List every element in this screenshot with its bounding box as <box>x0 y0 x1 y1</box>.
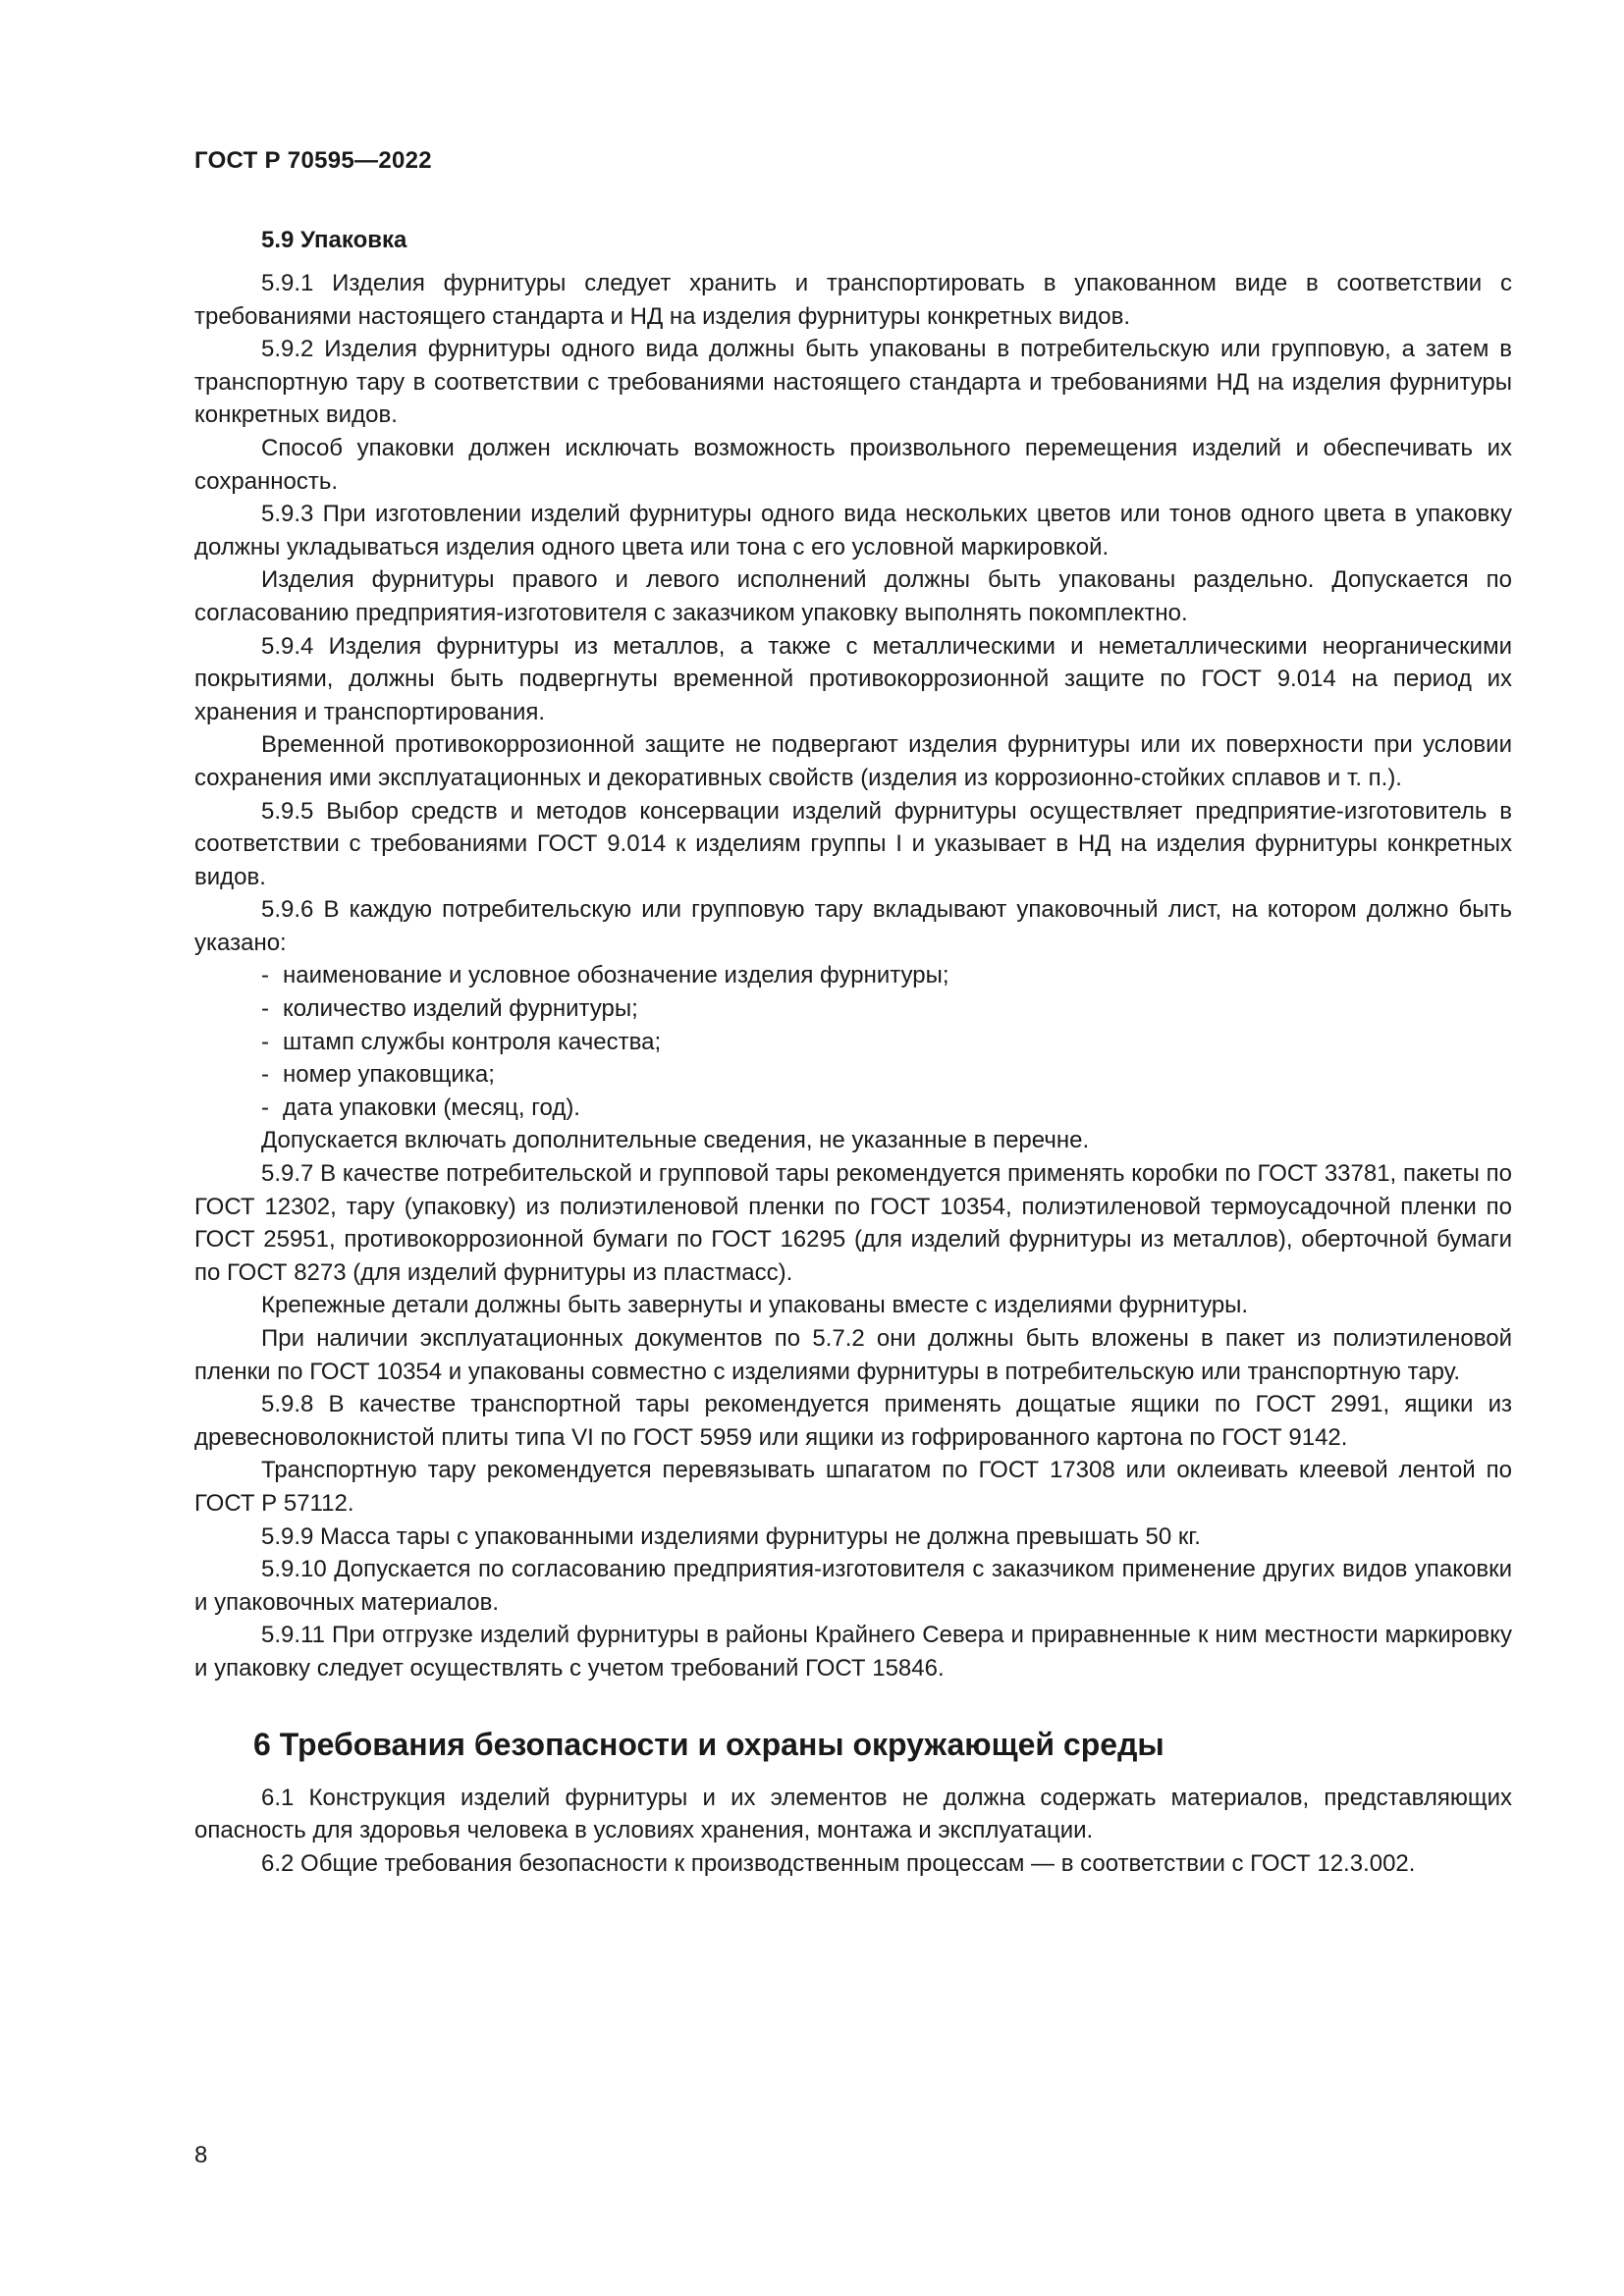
page-content <box>194 224 1512 1880</box>
paragraph: 6.2 Общие требования безопасности к производственным процессам — в соответствии с ГОСТ 12.3.002. <box>261 1849 1416 1877</box>
paragraph: 5.9.1 Изделия фурнитуры следует хранить и транспортировать в упакованном виде в соответствии с требованиями настоящего стандарта и НД на изделия фурнитуры конкретных видов. <box>194 270 1512 330</box>
paragraph: 5.9.11 При отгрузке изделий фурнитуры в районы Крайнего Севера и приравненные к ним местности маркировку и упаковку следует осуществлять с учетом требований ГОСТ 15846. <box>194 1622 1512 1682</box>
list-item-text: дата упаковки (месяц, год). <box>283 1094 580 1121</box>
list-item <box>194 959 1512 992</box>
paragraph: 5.9.3 При изготовлении изделий фурнитуры одного вида нескольких цветов или тонов одного цвета в упаковку должны укладываться изделия одного цвета или тона с его условной маркировкой. <box>194 501 1512 561</box>
page-number: 8 <box>194 2142 208 2168</box>
paragraph: 5.9.7 В качестве потребительской и групповой тары рекомендуется применять коробки по ГОСТ 33781, пакеты по ГОСТ 12302, тару (упаковку) из полиэтиленовой пленки по ГОСТ 10354, полиэтиленовой термоусадочной пленки по ГОСТ 25951, противокоррозионной бумаги по ГОСТ 16295 (для изделий фурнитуры из металлов), оберточной бумаги по ГОСТ 8273 (для изделий фурнитуры из пластмасс). <box>194 1160 1512 1286</box>
list-item-text: штамп службы контроля качества; <box>283 1028 662 1055</box>
paragraph: Допускается включать дополнительные сведения, не указанные в перечне. <box>261 1127 1090 1154</box>
list-marker: - <box>261 962 269 989</box>
paragraph: 5.9.9 Масса тары с упакованными изделиями фурнитуры не должна превышать 50 кг. <box>261 1522 1201 1550</box>
paragraph: 5.9.6 В каждую потребительскую или групповую тару вкладывают упаковочный лист, на котором должно быть указано: <box>194 896 1512 956</box>
paragraph: 5.9.2 Изделия фурнитуры одного вида должны быть упакованы в потребительскую или групповую, а затем в транспортную тару в соответствии с требованиями настоящего стандарта и требованиями НД на изделия фурнитуры конкретных видов. <box>194 336 1512 429</box>
list-item <box>194 1026 1512 1059</box>
paragraph: Транспортную тару рекомендуется перевязывать шпагатом по ГОСТ 17308 или оклеивать клеевой лентой по ГОСТ Р 57112. <box>194 1457 1512 1517</box>
paragraph: Временной противокоррозионной защите не подвергают изделия фурнитуры или их поверхности при условии сохранения ими эксплуатационных и декоративных свойств (изделия из коррозионно-стойких сплавов и т. п.). <box>194 731 1512 791</box>
list-item-text: наименование и условное обозначение изделия фурнитуры; <box>283 962 949 989</box>
list-marker: - <box>261 995 269 1023</box>
list-item-text: номер упаковщика; <box>283 1061 495 1089</box>
list-marker: - <box>261 1028 269 1055</box>
paragraph: Способ упаковки должен исключать возможность произвольного перемещения изделий и обеспечивать их сохранность. <box>194 434 1512 495</box>
paragraph: 5.9.10 Допускается по согласованию предприятия-изготовителя с заказчиком применение других видов упаковки и упаковочных материалов. <box>194 1556 1512 1616</box>
paragraph: 5.9.5 Выбор средств и методов консервации изделий фурнитуры осуществляет предприятие-изготовитель в соответствии с требованиями ГОСТ 9.014 к изделиям группы I и указывает в НД на изделия фурнитуры конкретных видов. <box>194 797 1512 890</box>
list-item <box>194 992 1512 1026</box>
list-marker: - <box>261 1061 269 1089</box>
paragraph: Изделия фурнитуры правого и левого исполнений должны быть упакованы раздельно. Допускается по согласованию предприятия-изготовителя с заказчиком упаковку выполнять покомплектно. <box>194 566 1512 626</box>
list-item <box>194 1058 1512 1092</box>
paragraph: 5.9.4 Изделия фурнитуры из металлов, а также с металлическими и неметаллическими неорганическими покрытиями, должны быть подвергнуты временной противокоррозионной защите по ГОСТ 9.014 на период их хранения и транспортирования. <box>194 632 1512 725</box>
paragraph: 6.1 Конструкция изделий фурнитуры и их элементов не должна содержать материалов, представляющих опасность для здоровья человека в условиях хранения, монтажа и эксплуатации. <box>194 1784 1512 1844</box>
document-id: ГОСТ Р 70595—2022 <box>194 147 432 174</box>
list-item-text: количество изделий фурнитуры; <box>283 995 638 1023</box>
section-heading-6: 6 Требования безопасности и охраны окружающей среды <box>253 1726 1164 1762</box>
paragraph: При наличии эксплуатационных документов по 5.7.2 они должны быть вложены в пакет из полиэтиленовой пленки по ГОСТ 10354 и упакованы совместно с изделиями фурнитуры в потребительскую или транспортную тару. <box>194 1325 1512 1385</box>
list-marker: - <box>261 1094 269 1121</box>
section-heading-5-9: 5.9 Упаковка <box>261 227 407 253</box>
paragraph: 5.9.8 В качестве транспортной тары рекомендуется применять дощатые ящики по ГОСТ 2991, ящики из древесноволокнистой плиты типа VI по ГОСТ 5959 или ящики из гофрированного картона по ГОСТ 9142. <box>194 1391 1512 1451</box>
packing-list-items <box>194 959 1512 1124</box>
paragraph: Крепежные детали должны быть завернуты и упакованы вместе с изделиями фурнитуры. <box>261 1292 1249 1319</box>
list-item <box>194 1092 1512 1125</box>
